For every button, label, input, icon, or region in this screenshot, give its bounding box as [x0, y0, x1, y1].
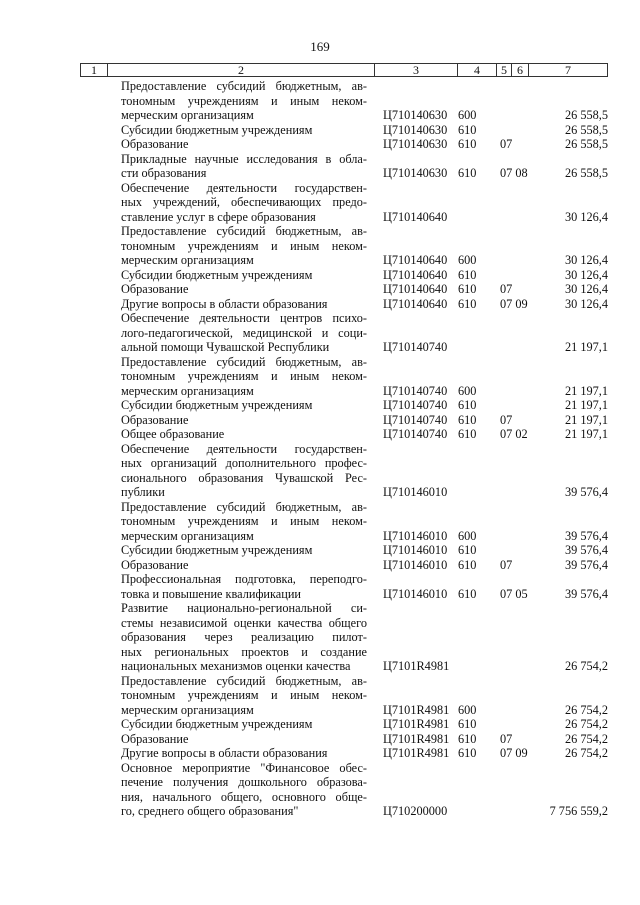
row-code: Ц710146010 [383, 528, 448, 543]
description-line: го, среднего общего образования" [121, 804, 299, 818]
description-line: сионального образования Чувашской Рес- [121, 470, 367, 485]
row-code: Ц710140630 [383, 166, 448, 180]
row-description [121, 152, 367, 181]
table-row [0, 572, 640, 601]
row-sum: 21 197,1 [564, 340, 608, 354]
row-sum: 39 576,4 [564, 485, 608, 499]
row-sum: 26 558,5 [564, 166, 608, 180]
row-expense-type: 600 [458, 253, 477, 267]
table-row [0, 268, 640, 283]
row-sum: 26 754,2 [564, 717, 608, 731]
description-line: Основное мероприятие "Финансовое обес- [121, 760, 367, 775]
table-row [0, 282, 640, 297]
row-sum: 39 576,4 [564, 543, 608, 557]
row-section: 07 [500, 282, 513, 296]
row-code: Ц710146010 [383, 485, 448, 499]
row-code: Ц710140740 [383, 383, 448, 398]
description-line: ставление услуг в сфере образования [121, 209, 316, 224]
row-description [121, 355, 367, 399]
row-code: Ц710200000 [383, 804, 448, 818]
table-row [0, 137, 640, 152]
description-line: образования через реализацию пилот- [121, 630, 367, 644]
row-section: 07 02 [500, 427, 528, 441]
row-code: Ц710140630 [383, 108, 448, 122]
row-expense-type: 610 [458, 543, 477, 557]
table-row [0, 674, 640, 718]
row-code: Ц7101R4981 [383, 659, 450, 673]
row-code: Ц710140630 [383, 122, 448, 137]
description-line: Образование [121, 282, 189, 296]
table-row [0, 181, 640, 225]
row-section: 07 08 [500, 166, 528, 180]
row-description [121, 601, 367, 674]
table-row [0, 224, 640, 268]
row-sum: 39 576,4 [564, 586, 608, 601]
row-sum: 26 754,2 [564, 659, 608, 673]
row-sum: 30 126,4 [564, 209, 608, 224]
table-row [0, 717, 640, 732]
row-description [121, 137, 367, 152]
row-description [121, 268, 367, 283]
description-line: Другие вопросы в области образования [121, 296, 328, 311]
table-row [0, 123, 640, 138]
row-sum: 26 754,2 [564, 702, 608, 717]
row-section: 07 05 [500, 586, 528, 601]
description-line: Предоставление субсидий бюджетным, ав- [121, 224, 367, 238]
row-expense-type: 610 [458, 166, 477, 180]
row-description [121, 427, 367, 442]
table-row [0, 746, 640, 761]
description-line: Субсидии бюджетным учреждениям [121, 267, 313, 282]
row-sum: 30 126,4 [564, 282, 608, 296]
row-code: Ц710140740 [383, 427, 448, 441]
header-col-1: 1 [91, 63, 97, 77]
row-code: Ц710140740 [383, 412, 448, 427]
row-description [121, 558, 367, 573]
table-row [0, 427, 640, 442]
description-line: ных учреждений, обеспечивающих предо- [121, 195, 367, 209]
description-line: Субсидии бюджетным учреждениям [121, 398, 313, 412]
table-row [0, 761, 640, 819]
table-row [0, 442, 640, 500]
row-expense-type: 610 [458, 122, 477, 137]
row-code: Ц710140740 [383, 340, 448, 354]
row-expense-type: 610 [458, 137, 477, 151]
table-row [0, 732, 640, 747]
description-line: тономным учреждениям и иным неком- [121, 238, 367, 253]
row-sum: 21 197,1 [564, 412, 608, 427]
row-description [121, 500, 367, 544]
row-expense-type: 600 [458, 528, 477, 543]
description-line: стемы независимой оценки качества общего [121, 615, 367, 630]
row-sum: 7 756 559,2 [549, 804, 608, 818]
description-line: публики [121, 485, 165, 499]
description-line: мерческим организациям [121, 108, 254, 122]
row-code: Ц710146010 [383, 557, 448, 572]
description-line: Предоставление субсидий бюджетным, ав- [121, 79, 367, 93]
row-sum: 21 197,1 [564, 427, 608, 441]
row-description [121, 746, 367, 761]
description-line: товка и повышение квалификации [121, 586, 301, 601]
header-col-4: 4 [474, 63, 480, 77]
description-line: сти образования [121, 166, 207, 180]
row-expense-type: 610 [458, 427, 477, 441]
row-description [121, 282, 367, 297]
description-line: Развитие национально-региональной си- [121, 601, 367, 615]
table-row [0, 543, 640, 558]
description-line: ных региональных проектов и создание [121, 644, 367, 659]
description-line: Предоставление субсидий бюджетным, ав- [121, 673, 367, 688]
description-line: Обеспечение деятельности государствен- [121, 180, 367, 195]
row-section: 07 [500, 412, 513, 427]
row-description [121, 123, 367, 138]
description-line: тономным учреждениям и иным неком- [121, 514, 367, 528]
table-row [0, 79, 640, 123]
table-row [0, 413, 640, 428]
row-description [121, 572, 367, 601]
row-description [121, 442, 367, 500]
row-code: Ц710140740 [383, 398, 448, 412]
description-line: Обеспечение деятельности центров психо- [121, 311, 367, 325]
description-line: Образование [121, 412, 189, 427]
description-line: мерческим организациям [121, 383, 254, 398]
row-section: 07 [500, 557, 513, 572]
row-code: Ц7101R4981 [383, 731, 450, 746]
description-line: Другие вопросы в области образования [121, 746, 328, 760]
table-row [0, 297, 640, 312]
row-sum: 30 126,4 [564, 253, 608, 267]
row-description [121, 311, 367, 355]
header-col-2: 2 [238, 63, 244, 77]
row-expense-type: 610 [458, 412, 477, 427]
row-expense-type: 600 [458, 702, 477, 717]
description-line: альной помощи Чувашской Республики [121, 340, 330, 354]
description-line: Образование [121, 557, 189, 572]
budget-table-body [0, 79, 640, 819]
description-line: Образование [121, 731, 189, 746]
row-expense-type: 610 [458, 296, 477, 311]
row-description [121, 224, 367, 268]
row-code: Ц710146010 [383, 543, 448, 557]
description-line: Субсидии бюджетным учреждениям [121, 122, 313, 137]
description-line: Субсидии бюджетным учреждениям [121, 543, 313, 557]
row-expense-type: 610 [458, 717, 477, 731]
page-number: 169 [310, 39, 330, 54]
row-expense-type: 600 [458, 383, 477, 398]
table-row [0, 558, 640, 573]
description-line: национальных механизмов оценки качества [121, 659, 351, 673]
row-sum: 39 576,4 [564, 557, 608, 572]
row-sum: 26 558,5 [564, 122, 608, 137]
description-line: печение получения дошкольного образова- [121, 775, 367, 789]
row-description [121, 674, 367, 718]
row-description [121, 413, 367, 428]
row-code: Ц710140640 [383, 282, 448, 296]
row-description [121, 717, 367, 732]
table-row [0, 311, 640, 355]
row-code: Ц710140640 [383, 267, 448, 282]
row-expense-type: 610 [458, 746, 477, 760]
row-code: Ц710140640 [383, 253, 448, 267]
description-line: Образование [121, 137, 189, 151]
row-description [121, 732, 367, 747]
description-line: Субсидии бюджетным учреждениям [121, 717, 313, 731]
description-line: Прикладные научные исследования в обла- [121, 151, 367, 166]
row-description [121, 79, 367, 123]
description-line: Предоставление субсидий бюджетным, ав- [121, 354, 367, 369]
description-line: мерческим организациям [121, 253, 254, 267]
description-line: Общее образование [121, 427, 225, 441]
table-row [0, 398, 640, 413]
row-sum: 21 197,1 [564, 398, 608, 412]
row-section: 07 [500, 137, 513, 151]
header-col-7: 7 [565, 63, 571, 77]
row-code: Ц710140640 [383, 209, 448, 224]
row-expense-type: 610 [458, 586, 477, 601]
row-sum: 26 558,5 [564, 137, 608, 151]
table-row [0, 500, 640, 544]
table-row [0, 601, 640, 674]
row-sum: 26 754,2 [564, 746, 608, 760]
row-sum: 26 754,2 [564, 731, 608, 746]
row-section: 07 [500, 731, 513, 746]
description-line: тономным учреждениям и иным неком- [121, 93, 367, 108]
description-line: Профессиональная подготовка, переподго- [121, 572, 367, 586]
row-sum: 21 197,1 [564, 383, 608, 398]
row-code: Ц710140630 [383, 137, 448, 151]
table-row [0, 152, 640, 181]
row-section: 07 09 [500, 296, 528, 311]
row-code: Ц7101R4981 [383, 717, 450, 731]
row-sum: 30 126,4 [564, 267, 608, 282]
row-expense-type: 610 [458, 267, 477, 282]
table-row [0, 355, 640, 399]
row-description [121, 543, 367, 558]
row-description [121, 297, 367, 312]
row-sum: 30 126,4 [564, 296, 608, 311]
row-expense-type: 610 [458, 398, 477, 412]
description-line: Обеспечение деятельности государствен- [121, 441, 367, 456]
header-col-3: 3 [413, 63, 419, 77]
row-sum: 39 576,4 [564, 528, 608, 543]
description-line: лого-педагогической, медицинской и соци- [121, 325, 367, 340]
header-col-6: 6 [517, 63, 523, 77]
row-expense-type: 610 [458, 731, 477, 746]
row-description [121, 761, 367, 819]
row-description [121, 398, 367, 413]
row-description [121, 181, 367, 225]
description-line: мерческим организациям [121, 528, 254, 543]
description-line: ных организаций дополнительного профес- [121, 456, 367, 470]
description-line: тономным учреждениям и иным неком- [121, 369, 367, 383]
row-section: 07 09 [500, 746, 528, 760]
header-col-5: 5 [501, 63, 507, 77]
row-expense-type: 600 [458, 108, 477, 122]
row-expense-type: 610 [458, 557, 477, 572]
row-code: Ц7101R4981 [383, 702, 450, 717]
description-line: мерческим организациям [121, 702, 254, 717]
row-sum: 26 558,5 [564, 108, 608, 122]
description-line: Предоставление субсидий бюджетным, ав- [121, 499, 367, 514]
description-line: тономным учреждениям и иным неком- [121, 688, 367, 702]
table-header [80, 63, 608, 77]
row-expense-type: 610 [458, 282, 477, 296]
row-code: Ц7101R4981 [383, 746, 450, 760]
row-code: Ц710146010 [383, 586, 448, 601]
description-line: ния, начального общего, основного обще- [121, 789, 367, 804]
row-code: Ц710140640 [383, 296, 448, 311]
